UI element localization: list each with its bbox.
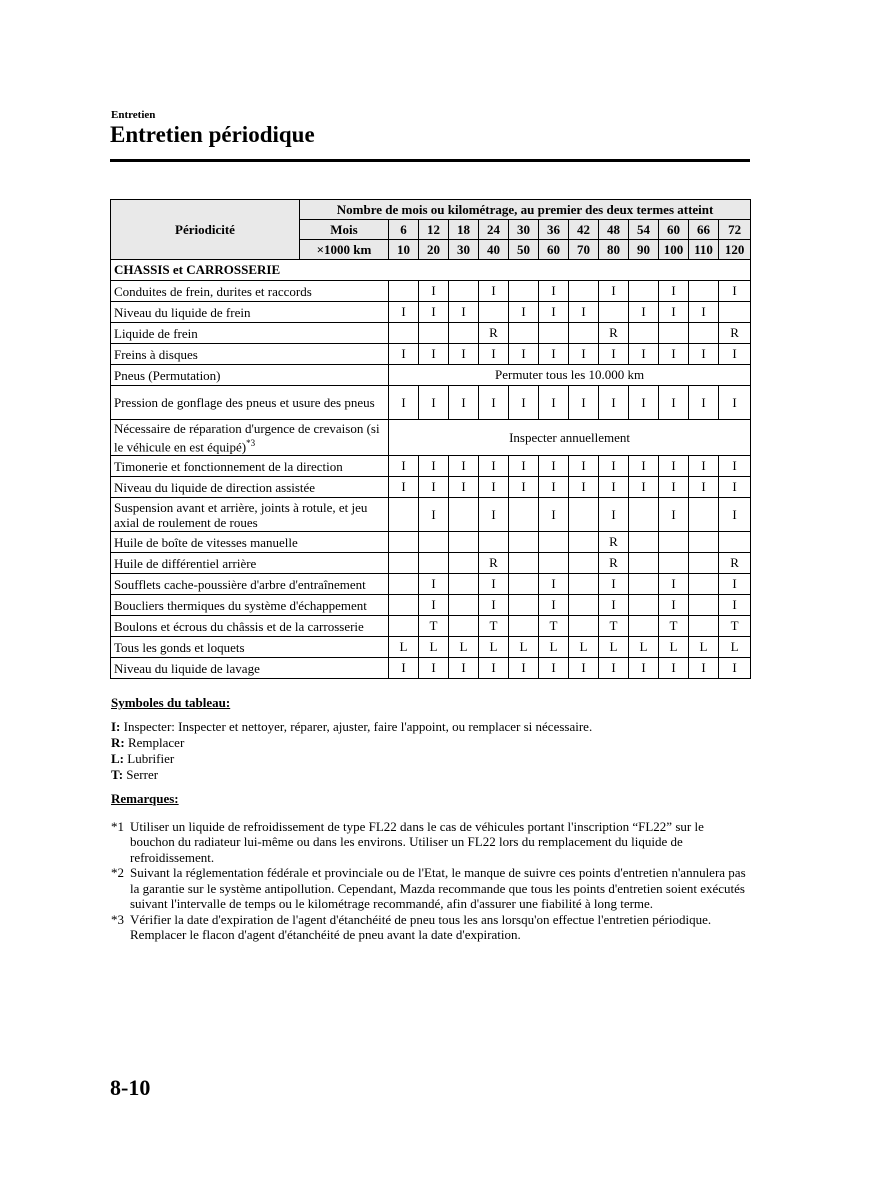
schedule-cell: I	[659, 302, 689, 323]
schedule-cell	[389, 553, 419, 574]
schedule-cell: R	[719, 323, 751, 344]
row-label-text: Nécessaire de réparation d'urgence de crevaison (si le véhicule en est équipé)	[114, 420, 380, 455]
title-divider	[110, 159, 750, 162]
schedule-cell: I	[539, 498, 569, 532]
row-label-text: Freins à disques	[114, 346, 198, 362]
schedule-cell: I	[539, 281, 569, 302]
schedule-cell: R	[599, 532, 629, 553]
month-header: 6	[389, 220, 419, 240]
month-header: 60	[659, 220, 689, 240]
schedule-cell: I	[449, 456, 479, 477]
table-row	[111, 532, 751, 553]
remarks-heading: Remarques:	[111, 791, 179, 806]
schedule-cell: I	[719, 658, 751, 679]
interval-header: Nombre de mois ou kilométrage, au premier des deux termes atteint	[300, 200, 751, 220]
schedule-cell: I	[719, 344, 751, 365]
schedule-cell	[449, 595, 479, 616]
schedule-cell: I	[479, 477, 509, 498]
schedule-cell	[689, 595, 719, 616]
schedule-cell: I	[599, 281, 629, 302]
schedule-cell	[569, 595, 599, 616]
schedule-cell	[659, 532, 689, 553]
remarks-section	[111, 791, 751, 943]
row-label-text: Soufflets cache-poussière d'arbre d'entraînement	[114, 576, 366, 592]
schedule-cell: I	[659, 386, 689, 420]
schedule-cell	[659, 323, 689, 344]
table-row	[111, 323, 751, 344]
category-row: CHASSIS et CARROSSERIE	[111, 260, 751, 281]
schedule-cell	[569, 281, 599, 302]
schedule-cell	[479, 532, 509, 553]
km-header: 60	[539, 240, 569, 260]
schedule-cell: T	[599, 616, 629, 637]
symbols-section	[111, 695, 751, 783]
month-header: 36	[539, 220, 569, 240]
schedule-cell: I	[509, 386, 539, 420]
table-row	[111, 420, 751, 456]
remark-number: *1	[111, 818, 124, 834]
month-header: 48	[599, 220, 629, 240]
row-label	[111, 616, 389, 637]
schedule-cell: I	[539, 456, 569, 477]
row-label	[111, 456, 389, 477]
schedule-cell: I	[659, 595, 689, 616]
table-row	[111, 498, 751, 532]
schedule-cell: I	[689, 456, 719, 477]
row-label-text: Pression de gonflage des pneus et usure des pneus	[114, 395, 375, 410]
symbols-list	[111, 719, 751, 783]
table-row	[111, 553, 751, 574]
schedule-cell: I	[689, 302, 719, 323]
schedule-cell	[389, 616, 419, 637]
row-label-text: Timonerie et fonctionnement de la direction	[114, 458, 343, 474]
schedule-cell: L	[659, 637, 689, 658]
schedule-cell: L	[689, 637, 719, 658]
schedule-cell: I	[629, 477, 659, 498]
row-label	[111, 658, 389, 679]
schedule-cell: T	[719, 616, 751, 637]
km-header: 110	[689, 240, 719, 260]
month-header: 72	[719, 220, 751, 240]
row-label	[111, 574, 389, 595]
table-row	[111, 456, 751, 477]
schedule-cell: I	[419, 281, 449, 302]
km-header: 20	[419, 240, 449, 260]
table-row	[111, 574, 751, 595]
schedule-cell: I	[629, 344, 659, 365]
schedule-cell	[449, 532, 479, 553]
row-label-text: Niveau du liquide de lavage	[114, 660, 260, 676]
schedule-cell: I	[509, 658, 539, 679]
schedule-cell	[629, 281, 659, 302]
row-label	[111, 386, 389, 420]
row-label	[111, 420, 389, 456]
schedule-cell: I	[599, 344, 629, 365]
schedule-cell: I	[659, 477, 689, 498]
remark-note	[111, 865, 751, 912]
schedule-cell: T	[659, 616, 689, 637]
schedule-cell: I	[659, 344, 689, 365]
schedule-cell: R	[599, 323, 629, 344]
schedule-cell: I	[599, 456, 629, 477]
table-row	[111, 386, 751, 420]
schedule-cell: I	[479, 386, 509, 420]
row-label	[111, 637, 389, 658]
schedule-cell: R	[479, 323, 509, 344]
schedule-cell	[539, 553, 569, 574]
remarks-list	[111, 819, 751, 943]
schedule-cell: I	[569, 456, 599, 477]
schedule-cell: I	[599, 477, 629, 498]
schedule-cell	[419, 323, 449, 344]
row-label-text: Conduites de frein, durites et raccords	[114, 283, 312, 299]
table-row	[111, 281, 751, 302]
schedule-cell	[449, 553, 479, 574]
row-label	[111, 323, 389, 344]
schedule-cell: L	[479, 637, 509, 658]
schedule-cell: I	[389, 302, 419, 323]
table-row	[111, 365, 751, 386]
remark-text: Utiliser un liquide de refroidissement de type FL22 dans le cas de véhicules portant l'inscription “FL22” sur le bouchon du radiateur lui-même ou dans les environs. Utiliser un FL22 lors du remplacement du liquide de refroidissement.	[130, 818, 704, 865]
schedule-cell	[689, 498, 719, 532]
schedule-cell	[569, 616, 599, 637]
schedule-cell: I	[659, 658, 689, 679]
table-row	[111, 302, 751, 323]
schedule-cell	[599, 302, 629, 323]
schedule-cell	[569, 323, 599, 344]
schedule-cell: I	[719, 477, 751, 498]
schedule-cell	[449, 281, 479, 302]
row-label-text: Huile de différentiel arrière	[114, 555, 257, 571]
schedule-cell: I	[449, 477, 479, 498]
symbol-item	[111, 751, 751, 767]
schedule-cell	[419, 553, 449, 574]
interval-span-cell: Inspecter annuellement	[389, 420, 751, 456]
schedule-cell: I	[509, 302, 539, 323]
schedule-cell: R	[479, 553, 509, 574]
schedule-cell: I	[419, 498, 449, 532]
symbol-key: L:	[111, 751, 124, 766]
interval-span-cell: Permuter tous les 10.000 km	[389, 365, 751, 386]
schedule-cell: I	[479, 574, 509, 595]
schedule-cell: I	[659, 498, 689, 532]
schedule-cell	[689, 281, 719, 302]
row-label	[111, 302, 389, 323]
schedule-cell	[449, 616, 479, 637]
month-header: 30	[509, 220, 539, 240]
schedule-cell	[509, 574, 539, 595]
page-number: 8-10	[110, 1075, 151, 1100]
row-label	[111, 553, 389, 574]
row-label-text: Liquide de frein	[114, 325, 198, 341]
schedule-cell: I	[569, 658, 599, 679]
km-header: 90	[629, 240, 659, 260]
schedule-cell	[479, 302, 509, 323]
month-header: 42	[569, 220, 599, 240]
footnote-ref: *3	[246, 437, 256, 448]
symbols-heading: Symboles du tableau:	[111, 695, 231, 710]
km-header: 80	[599, 240, 629, 260]
schedule-cell	[389, 574, 419, 595]
remark-note	[111, 819, 751, 866]
schedule-cell	[389, 498, 419, 532]
row-label-text: Boulons et écrous du châssis et de la carrosserie	[114, 618, 364, 634]
row-label-text: Niveau du liquide de frein	[114, 304, 251, 320]
row-label	[111, 365, 389, 386]
symbol-key: I:	[111, 719, 121, 734]
schedule-cell: I	[539, 595, 569, 616]
section-label: Entretien	[111, 109, 156, 121]
maintenance-schedule-table	[110, 199, 751, 679]
schedule-cell	[629, 498, 659, 532]
schedule-cell	[389, 281, 419, 302]
month-header: 18	[449, 220, 479, 240]
schedule-cell: I	[389, 658, 419, 679]
month-header: 54	[629, 220, 659, 240]
symbol-text: Serrer	[123, 767, 159, 782]
schedule-cell	[539, 532, 569, 553]
remark-text: Vérifier la date d'expiration de l'agent d'étanchéité de pneu tous les ans lorsqu'on effectue l'entretien périodique. Remplacer le flacon d'agent d'étanchéité de pneu avant la date d'expiration.	[130, 911, 712, 942]
km-header: 40	[479, 240, 509, 260]
schedule-cell: I	[449, 302, 479, 323]
schedule-cell	[509, 498, 539, 532]
row-label	[111, 532, 389, 553]
symbol-key: R:	[111, 735, 125, 750]
schedule-cell	[509, 532, 539, 553]
schedule-cell	[419, 532, 449, 553]
schedule-cell: I	[419, 344, 449, 365]
schedule-cell: I	[479, 281, 509, 302]
symbol-text: Remplacer	[124, 735, 185, 750]
schedule-cell: I	[599, 498, 629, 532]
schedule-cell	[389, 532, 419, 553]
schedule-cell: I	[419, 302, 449, 323]
schedule-cell: L	[629, 637, 659, 658]
schedule-cell	[629, 532, 659, 553]
schedule-cell: I	[629, 658, 659, 679]
table-row	[111, 595, 751, 616]
schedule-cell	[689, 532, 719, 553]
schedule-cell: I	[659, 574, 689, 595]
schedule-cell: I	[689, 344, 719, 365]
schedule-cell: I	[419, 386, 449, 420]
schedule-cell: I	[689, 477, 719, 498]
schedule-cell: I	[629, 302, 659, 323]
km-header: 70	[569, 240, 599, 260]
schedule-cell	[389, 323, 419, 344]
row-label-text: Tous les gonds et loquets	[114, 639, 245, 655]
table-row	[111, 658, 751, 679]
schedule-cell: T	[419, 616, 449, 637]
schedule-cell: I	[569, 386, 599, 420]
schedule-cell	[689, 323, 719, 344]
schedule-cell: I	[719, 574, 751, 595]
schedule-cell: I	[569, 344, 599, 365]
row-label	[111, 498, 389, 532]
schedule-cell: I	[599, 658, 629, 679]
schedule-cell	[449, 498, 479, 532]
row-label-text: Pneus (Permutation)	[114, 367, 221, 383]
remark-number: *2	[111, 865, 124, 880]
symbol-text: Inspecter: Inspecter et nettoyer, réparer, ajuster, faire l'appoint, ou remplacer si nécessaire.	[120, 719, 593, 734]
symbol-text: Lubrifier	[124, 751, 175, 766]
km-header: 30	[449, 240, 479, 260]
symbol-item	[111, 719, 751, 735]
schedule-cell: I	[539, 477, 569, 498]
periodicity-header: Périodicité	[111, 200, 300, 260]
schedule-cell	[659, 553, 689, 574]
schedule-cell	[509, 616, 539, 637]
schedule-cell	[629, 574, 659, 595]
schedule-cell	[629, 553, 659, 574]
schedule-cell: I	[599, 386, 629, 420]
schedule-cell: L	[449, 637, 479, 658]
schedule-cell	[539, 323, 569, 344]
schedule-cell: I	[539, 386, 569, 420]
schedule-cell: I	[449, 344, 479, 365]
schedule-cell	[689, 574, 719, 595]
km-header: 10	[389, 240, 419, 260]
schedule-cell: I	[659, 456, 689, 477]
schedule-cell: I	[419, 658, 449, 679]
row-label-text: Boucliers thermiques du système d'échappement	[114, 597, 367, 613]
schedule-cell: L	[509, 637, 539, 658]
schedule-cell: I	[389, 456, 419, 477]
row-label	[111, 595, 389, 616]
month-header: 24	[479, 220, 509, 240]
schedule-cell: I	[689, 386, 719, 420]
schedule-cell	[569, 553, 599, 574]
schedule-cell: I	[479, 498, 509, 532]
schedule-cell: I	[509, 344, 539, 365]
schedule-cell: I	[629, 386, 659, 420]
schedule-cell: I	[719, 386, 751, 420]
schedule-cell: I	[389, 477, 419, 498]
table-row	[111, 344, 751, 365]
symbol-item	[111, 735, 751, 751]
schedule-cell: L	[389, 637, 419, 658]
row-label-text: Niveau du liquide de direction assistée	[114, 479, 316, 495]
schedule-cell: I	[419, 477, 449, 498]
schedule-cell: I	[629, 456, 659, 477]
schedule-cell: I	[719, 498, 751, 532]
schedule-cell	[569, 574, 599, 595]
schedule-cell: I	[479, 344, 509, 365]
remark-note	[111, 912, 751, 943]
row-label	[111, 477, 389, 498]
schedule-cell: I	[719, 456, 751, 477]
schedule-cell	[719, 532, 751, 553]
schedule-cell: I	[719, 595, 751, 616]
row-label-text: Suspension avant et arrière, joints à rotule, et jeu axial de roulement de roues	[114, 499, 368, 530]
schedule-cell: I	[599, 574, 629, 595]
km-label: ×1000 km	[300, 240, 389, 260]
schedule-cell	[629, 323, 659, 344]
schedule-cell: L	[719, 637, 751, 658]
schedule-cell	[389, 595, 419, 616]
schedule-cell: I	[569, 302, 599, 323]
symbol-item	[111, 767, 751, 783]
table-row	[111, 637, 751, 658]
month-header: 66	[689, 220, 719, 240]
row-label	[111, 344, 389, 365]
schedule-cell: I	[479, 456, 509, 477]
months-label: Mois	[300, 220, 389, 240]
schedule-cell: I	[539, 658, 569, 679]
schedule-cell: I	[689, 658, 719, 679]
schedule-cell	[509, 595, 539, 616]
symbol-key: T:	[111, 767, 124, 782]
table-row	[111, 477, 751, 498]
remark-number: *3	[111, 911, 124, 927]
schedule-cell	[629, 616, 659, 637]
schedule-cell	[449, 323, 479, 344]
schedule-cell: I	[449, 386, 479, 420]
schedule-cell: I	[659, 281, 689, 302]
schedule-cell: I	[479, 658, 509, 679]
schedule-cell	[449, 574, 479, 595]
km-header: 120	[719, 240, 751, 260]
table-row	[111, 616, 751, 637]
schedule-cell: I	[539, 574, 569, 595]
schedule-cell	[719, 302, 751, 323]
km-header: 50	[509, 240, 539, 260]
remark-text: Suivant la réglementation fédérale et provinciale ou de l'Etat, le manque de suivre ces points d'entretien n'annulera pas la garantie sur le système antipollution. Cependant, Mazda recommande que tous les points d'entretien soient exécutés suivant l'intervalle de temps ou le kilométrage recommandé, afin d'assurer une fiabilité à long terme.	[130, 865, 746, 911]
schedule-cell: L	[569, 637, 599, 658]
schedule-cell: L	[419, 637, 449, 658]
schedule-cell: I	[539, 302, 569, 323]
schedule-cell	[689, 616, 719, 637]
schedule-cell: L	[539, 637, 569, 658]
schedule-cell: I	[389, 344, 419, 365]
schedule-cell: I	[509, 477, 539, 498]
schedule-cell: L	[599, 637, 629, 658]
schedule-cell: I	[479, 595, 509, 616]
page-title: Entretien périodique	[110, 122, 315, 147]
schedule-cell: T	[479, 616, 509, 637]
month-header: 12	[419, 220, 449, 240]
row-label-text: Huile de boîte de vitesses manuelle	[114, 534, 298, 550]
schedule-cell	[509, 323, 539, 344]
row-label	[111, 281, 389, 302]
schedule-cell: I	[389, 386, 419, 420]
schedule-cell: I	[719, 281, 751, 302]
schedule-cell: I	[539, 344, 569, 365]
schedule-cell: T	[539, 616, 569, 637]
schedule-cell: I	[419, 574, 449, 595]
schedule-cell	[689, 553, 719, 574]
schedule-cell: I	[449, 658, 479, 679]
schedule-cell: I	[419, 595, 449, 616]
schedule-cell: R	[719, 553, 751, 574]
schedule-cell	[569, 532, 599, 553]
schedule-cell	[509, 281, 539, 302]
schedule-cell: I	[419, 456, 449, 477]
schedule-cell	[569, 498, 599, 532]
schedule-cell: R	[599, 553, 629, 574]
km-header: 100	[659, 240, 689, 260]
schedule-cell: I	[599, 595, 629, 616]
schedule-cell	[509, 553, 539, 574]
schedule-cell: I	[569, 477, 599, 498]
schedule-cell	[629, 595, 659, 616]
schedule-cell: I	[509, 456, 539, 477]
